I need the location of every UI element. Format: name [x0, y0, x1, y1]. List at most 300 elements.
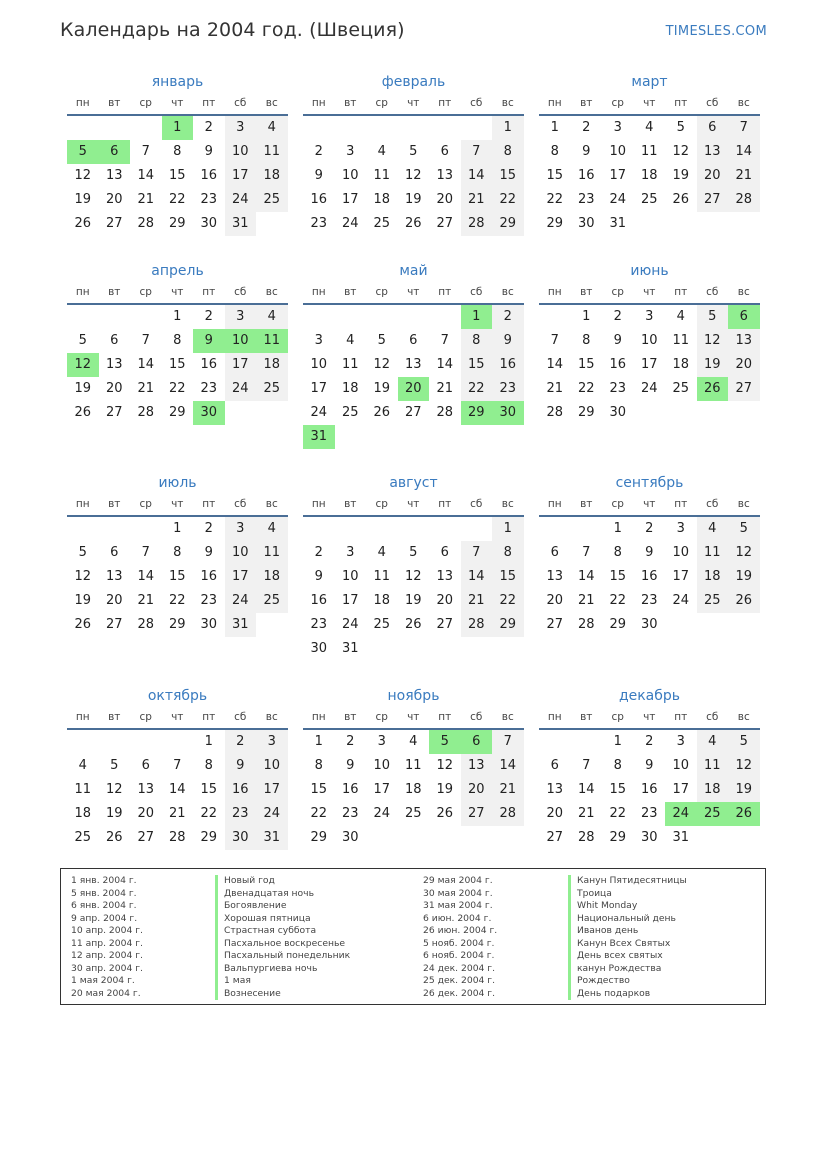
day-cell: 14	[461, 565, 493, 589]
month-name: февраль	[381, 74, 446, 90]
day-cell: 6	[550, 545, 559, 560]
day-cell: 27	[697, 188, 729, 212]
day-cell: 4	[697, 730, 729, 754]
day-cell: 18	[640, 168, 658, 183]
legend-holiday-name: Богоявление	[215, 900, 350, 913]
day-cell: 25	[404, 806, 422, 821]
day-cell: 23	[200, 381, 218, 396]
day-cell: 29	[168, 405, 186, 420]
day-cell: 28	[436, 405, 454, 420]
day-cell: 31	[225, 613, 257, 637]
weekday-label: вт	[344, 286, 357, 298]
day-cell: 19	[728, 778, 760, 802]
weekday-label: пн	[75, 286, 90, 298]
day-cell: 6	[110, 545, 119, 560]
weekday-label: вт	[344, 498, 357, 510]
weekday-label: сб	[470, 498, 483, 510]
day-cell: 3	[225, 116, 257, 140]
day-cell: 23	[310, 216, 328, 231]
day-cell: 25	[697, 589, 729, 613]
day-cell: 19	[105, 806, 123, 821]
day-cell: 10	[640, 333, 658, 348]
day-cell: 21	[492, 778, 524, 802]
day-cell: 5	[429, 730, 461, 754]
day-cell: 8	[582, 333, 591, 348]
day-cell: 7	[461, 541, 493, 565]
day-cell: 28	[461, 613, 493, 637]
day-cell: 17	[225, 565, 257, 589]
day-cell: 16	[310, 192, 328, 207]
day-cell: 31	[225, 212, 257, 236]
legend-holiday-name: Новый год	[215, 875, 350, 888]
month-block	[67, 686, 288, 850]
month-block	[303, 686, 524, 850]
day-cell: 17	[672, 569, 690, 584]
day-cell: 19	[697, 353, 729, 377]
day-cell: 15	[168, 569, 186, 584]
weekday-label: вт	[580, 711, 593, 723]
weekday-label: ср	[139, 97, 152, 109]
weekday-label: вс	[501, 498, 514, 510]
weekday-label: вс	[737, 711, 750, 723]
day-cell: 10	[672, 758, 690, 773]
day-cell: 2	[492, 305, 524, 329]
empty-cell	[461, 116, 493, 140]
weekday-label: чт	[407, 711, 420, 723]
day-cell: 10	[373, 758, 391, 773]
legend-date: 12 апр. 2004 г.	[71, 950, 143, 961]
day-cell: 8	[314, 758, 323, 773]
empty-cell	[366, 305, 398, 329]
day-cell: 9	[492, 329, 524, 353]
weekday-label: пн	[75, 711, 90, 723]
day-cell: 18	[256, 353, 288, 377]
day-cell: 5	[377, 333, 386, 348]
day-cell: 7	[141, 333, 150, 348]
day-cell: 11	[404, 758, 422, 773]
day-cell: 29	[577, 405, 595, 420]
day-cell: 12	[373, 357, 391, 372]
empty-cell	[130, 517, 162, 541]
day-cell: 5	[67, 140, 99, 164]
weekday-label: пт	[438, 498, 452, 510]
day-grid	[303, 730, 524, 850]
day-cell: 6	[440, 144, 449, 159]
day-grid	[539, 730, 760, 850]
day-cell: 21	[168, 806, 186, 821]
day-cell: 27	[546, 830, 564, 845]
day-cell: 17	[672, 782, 690, 797]
empty-cell	[67, 305, 99, 329]
day-cell: 6	[110, 333, 119, 348]
day-cell: 18	[404, 782, 422, 797]
day-cell: 11	[697, 541, 729, 565]
month-block	[539, 473, 760, 637]
day-cell: 30	[577, 216, 595, 231]
weekday-label: вт	[580, 498, 593, 510]
weekday-label: сб	[234, 97, 247, 109]
day-cell: 22	[168, 593, 186, 608]
weekday-label: вт	[580, 286, 593, 298]
day-cell: 1	[461, 305, 493, 329]
empty-cell	[571, 517, 603, 541]
weekday-label: пт	[674, 286, 688, 298]
day-cell: 25	[341, 405, 359, 420]
day-cell: 6	[550, 758, 559, 773]
day-cell: 21	[461, 589, 493, 613]
weekday-label: ср	[611, 498, 624, 510]
legend-date: 5 нояб. 2004 г.	[423, 937, 495, 949]
day-cell: 13	[461, 754, 493, 778]
day-cell: 29	[609, 617, 627, 632]
day-cell: 29	[168, 216, 186, 231]
month-block	[303, 261, 524, 449]
day-cell: 24	[609, 192, 627, 207]
day-cell: 23	[225, 802, 257, 826]
day-cell: 11	[256, 541, 288, 565]
month-name: май	[399, 263, 428, 279]
empty-cell	[429, 517, 461, 541]
day-cell: 6	[728, 305, 760, 329]
month-name: сентябрь	[615, 475, 684, 491]
weekday-label: пн	[311, 97, 326, 109]
weekday-label: чт	[643, 97, 656, 109]
day-cell: 2	[204, 120, 213, 135]
day-cell: 28	[137, 405, 155, 420]
weekday-label: сб	[470, 286, 483, 298]
day-cell: 31	[609, 216, 627, 231]
legend-date: 6 нояб. 2004 г.	[423, 950, 495, 961]
month-name: август	[389, 475, 438, 491]
day-cell: 30	[640, 830, 658, 845]
day-cell: 13	[546, 782, 564, 797]
empty-cell	[303, 116, 335, 140]
day-cell: 23	[640, 806, 658, 821]
month-name: ноябрь	[387, 688, 440, 704]
day-cell: 16	[200, 168, 218, 183]
day-cell: 20	[436, 593, 454, 608]
month-block	[67, 473, 288, 637]
weekday-label: вс	[265, 286, 278, 298]
day-cell: 23	[577, 192, 595, 207]
day-cell: 9	[204, 144, 213, 159]
day-cell: 4	[409, 734, 418, 749]
day-cell: 11	[697, 754, 729, 778]
day-cell: 8	[492, 541, 524, 565]
day-cell: 24	[225, 188, 257, 212]
day-cell: 16	[577, 168, 595, 183]
day-cell: 27	[105, 617, 123, 632]
weekday-label: чт	[171, 97, 184, 109]
day-cell: 27	[436, 617, 454, 632]
weekday-label: пт	[202, 97, 216, 109]
day-cell: 14	[546, 357, 564, 372]
weekday-label: пн	[75, 97, 90, 109]
day-cell: 14	[168, 782, 186, 797]
day-cell: 3	[645, 309, 654, 324]
day-cell: 29	[609, 830, 627, 845]
day-cell: 6	[141, 758, 150, 773]
weekday-header	[539, 706, 760, 730]
day-cell: 20	[697, 164, 729, 188]
weekday-label: ср	[375, 286, 388, 298]
day-cell: 3	[346, 545, 355, 560]
day-cell: 28	[577, 830, 595, 845]
month-name: январь	[151, 74, 204, 90]
day-cell: 14	[577, 782, 595, 797]
legend-names-left	[215, 875, 350, 1000]
day-cell: 1	[613, 521, 622, 536]
day-cell: 26	[105, 830, 123, 845]
site-link[interactable]: TIMESLES.COM	[665, 24, 767, 39]
day-cell: 2	[645, 734, 654, 749]
empty-cell	[67, 116, 99, 140]
day-cell: 9	[582, 144, 591, 159]
day-grid	[303, 517, 524, 661]
day-cell: 9	[225, 754, 257, 778]
day-cell: 26	[672, 192, 690, 207]
day-cell: 17	[609, 168, 627, 183]
day-cell: 13	[546, 569, 564, 584]
weekday-label: сб	[470, 97, 483, 109]
day-cell: 23	[341, 806, 359, 821]
empty-cell	[303, 517, 335, 541]
day-cell: 25	[373, 216, 391, 231]
empty-cell	[335, 305, 367, 329]
day-cell: 28	[461, 212, 493, 236]
day-cell: 12	[74, 168, 92, 183]
weekday-label: пт	[202, 498, 216, 510]
day-cell: 11	[74, 782, 92, 797]
day-cell: 1	[173, 309, 182, 324]
day-grid	[67, 730, 288, 850]
day-cell: 14	[461, 164, 493, 188]
day-cell: 13	[728, 329, 760, 353]
day-cell: 2	[204, 521, 213, 536]
day-cell: 3	[613, 120, 622, 135]
day-cell: 11	[256, 140, 288, 164]
month-block	[539, 72, 760, 236]
empty-cell	[539, 730, 571, 754]
day-cell: 3	[314, 333, 323, 348]
day-cell: 7	[492, 730, 524, 754]
day-cell: 14	[137, 357, 155, 372]
day-cell: 17	[225, 164, 257, 188]
day-cell: 24	[373, 806, 391, 821]
day-cell: 29	[310, 830, 328, 845]
day-grid	[539, 305, 760, 425]
day-cell: 26	[74, 216, 92, 231]
day-cell: 6	[461, 730, 493, 754]
day-cell: 4	[256, 116, 288, 140]
day-cell: 15	[546, 168, 564, 183]
weekday-label: ср	[375, 711, 388, 723]
empty-cell	[398, 305, 430, 329]
day-cell: 30	[200, 617, 218, 632]
weekday-label: пн	[311, 286, 326, 298]
empty-cell	[335, 116, 367, 140]
day-cell: 21	[137, 381, 155, 396]
day-cell: 1	[582, 309, 591, 324]
day-cell: 2	[225, 730, 257, 754]
day-cell: 10	[225, 140, 257, 164]
day-cell: 15	[310, 782, 328, 797]
legend-date: 6 янв. 2004 г.	[71, 900, 137, 911]
day-cell: 20	[461, 778, 493, 802]
day-cell: 12	[728, 754, 760, 778]
day-cell: 23	[310, 617, 328, 632]
day-cell: 20	[105, 381, 123, 396]
day-cell: 13	[137, 782, 155, 797]
legend-holiday-name: День всех святых	[568, 950, 687, 963]
day-grid	[303, 116, 524, 236]
day-cell: 27	[105, 405, 123, 420]
weekday-label: сб	[234, 498, 247, 510]
day-cell: 23	[492, 377, 524, 401]
day-cell: 3	[377, 734, 386, 749]
day-cell: 13	[105, 357, 123, 372]
day-cell: 17	[341, 192, 359, 207]
legend-date: 5 янв. 2004 г.	[71, 887, 137, 899]
day-cell: 24	[341, 216, 359, 231]
day-cell: 20	[137, 806, 155, 821]
legend-date: 26 дек. 2004 г.	[423, 987, 496, 999]
day-grid	[67, 305, 288, 425]
legend-date: 1 янв. 2004 г.	[71, 875, 137, 886]
day-cell: 14	[492, 754, 524, 778]
day-cell: 29	[546, 216, 564, 231]
day-cell: 30	[609, 405, 627, 420]
day-cell: 18	[256, 565, 288, 589]
empty-cell	[539, 517, 571, 541]
legend-holiday-name: Двенадцатая ночь	[215, 888, 350, 901]
month-name: июнь	[630, 263, 669, 279]
day-cell: 3	[676, 521, 685, 536]
weekday-header	[539, 281, 760, 305]
legend-holiday-name: Страстная суббота	[215, 925, 350, 938]
day-cell: 25	[256, 377, 288, 401]
legend-date: 11 апр. 2004 г.	[71, 937, 143, 949]
month-name: апрель	[151, 263, 204, 279]
weekday-label: вс	[501, 286, 514, 298]
day-cell: 3	[225, 517, 257, 541]
day-cell: 22	[168, 192, 186, 207]
weekday-label: вс	[737, 498, 750, 510]
empty-cell	[130, 730, 162, 754]
day-cell: 24	[640, 381, 658, 396]
day-cell: 12	[728, 541, 760, 565]
day-cell: 28	[546, 405, 564, 420]
day-cell: 14	[577, 569, 595, 584]
empty-cell	[130, 305, 162, 329]
empty-cell	[366, 116, 398, 140]
empty-cell	[67, 730, 99, 754]
day-cell: 26	[728, 589, 760, 613]
day-cell: 4	[676, 309, 685, 324]
weekday-label: вт	[108, 498, 121, 510]
day-cell: 13	[436, 168, 454, 183]
day-cell: 2	[613, 309, 622, 324]
weekday-header	[67, 92, 288, 116]
day-cell: 6	[440, 545, 449, 560]
day-cell: 22	[577, 381, 595, 396]
day-cell: 28	[168, 830, 186, 845]
day-cell: 13	[697, 140, 729, 164]
day-cell: 18	[341, 381, 359, 396]
day-cell: 16	[200, 357, 218, 372]
legend-date: 25 дек. 2004 г.	[423, 975, 496, 986]
day-cell: 9	[645, 545, 654, 560]
day-cell: 29	[200, 830, 218, 845]
day-cell: 3	[676, 734, 685, 749]
weekday-label: пн	[547, 498, 562, 510]
month-block	[539, 686, 760, 850]
day-cell: 4	[377, 144, 386, 159]
day-cell: 25	[74, 830, 92, 845]
day-cell: 19	[436, 782, 454, 797]
day-cell: 24	[225, 589, 257, 613]
day-cell: 25	[697, 802, 729, 826]
weekday-label: вт	[108, 711, 121, 723]
weekday-label: вс	[501, 97, 514, 109]
day-cell: 5	[78, 333, 87, 348]
day-cell: 18	[697, 778, 729, 802]
day-cell: 25	[672, 381, 690, 396]
day-cell: 7	[141, 545, 150, 560]
day-cell: 24	[665, 802, 697, 826]
day-cell: 29	[492, 212, 524, 236]
day-cell: 21	[436, 381, 454, 396]
day-cell: 28	[137, 216, 155, 231]
day-cell: 19	[74, 593, 92, 608]
empty-cell	[571, 730, 603, 754]
weekday-header	[67, 281, 288, 305]
day-cell: 26	[74, 405, 92, 420]
day-cell: 22	[461, 377, 493, 401]
weekday-header	[303, 706, 524, 730]
day-cell: 1	[314, 734, 323, 749]
day-cell: 10	[341, 569, 359, 584]
weekday-label: пн	[547, 286, 562, 298]
weekday-label: чт	[643, 711, 656, 723]
day-cell: 3	[346, 144, 355, 159]
day-cell: 15	[609, 782, 627, 797]
weekday-label: сб	[470, 711, 483, 723]
weekday-label: ср	[375, 498, 388, 510]
day-cell: 17	[256, 778, 288, 802]
weekday-header	[303, 92, 524, 116]
day-cell: 28	[137, 617, 155, 632]
empty-cell	[67, 517, 99, 541]
day-cell: 28	[577, 617, 595, 632]
day-cell: 12	[67, 353, 99, 377]
weekday-label: сб	[706, 97, 719, 109]
day-cell: 25	[256, 589, 288, 613]
month-name: июль	[158, 475, 197, 491]
weekday-label: пт	[438, 286, 452, 298]
day-cell: 15	[609, 569, 627, 584]
day-cell: 9	[193, 329, 225, 353]
day-cell: 23	[609, 381, 627, 396]
day-cell: 3	[256, 730, 288, 754]
day-cell: 26	[404, 617, 422, 632]
weekday-label: пт	[438, 97, 452, 109]
day-cell: 26	[697, 377, 729, 401]
legend-names-right	[568, 875, 687, 1000]
day-cell: 11	[373, 168, 391, 183]
day-cell: 15	[577, 357, 595, 372]
legend-holiday-name: Канун Пятидесятницы	[568, 875, 687, 888]
